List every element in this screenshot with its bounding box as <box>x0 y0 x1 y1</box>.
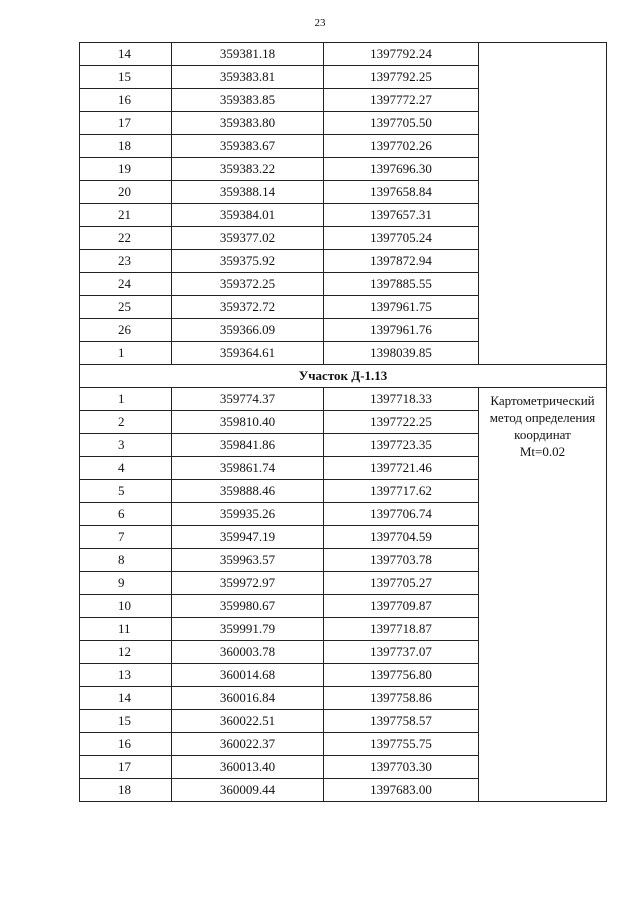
y-coordinate-cell: 1397705.24 <box>324 227 479 250</box>
section-title: Участок Д-1.13 <box>80 365 607 388</box>
point-number-cell: 24 <box>80 273 172 296</box>
point-number-cell: 4 <box>80 457 172 480</box>
point-number-cell: 18 <box>80 135 172 158</box>
y-coordinate-cell: 1397703.78 <box>324 549 479 572</box>
y-coordinate-cell: 1397718.87 <box>324 618 479 641</box>
y-coordinate-cell: 1397722.25 <box>324 411 479 434</box>
point-number-cell: 9 <box>80 572 172 595</box>
x-coordinate-cell: 360013.40 <box>172 756 324 779</box>
point-number-cell: 17 <box>80 112 172 135</box>
x-coordinate-cell: 360022.37 <box>172 733 324 756</box>
point-number-cell: 13 <box>80 664 172 687</box>
y-coordinate-cell: 1397709.87 <box>324 595 479 618</box>
x-coordinate-cell: 359861.74 <box>172 457 324 480</box>
y-coordinate-cell: 1397758.57 <box>324 710 479 733</box>
y-coordinate-cell: 1397755.75 <box>324 733 479 756</box>
method-text-line: координат <box>514 427 571 442</box>
table-row <box>80 388 607 411</box>
x-coordinate-cell: 359972.97 <box>172 572 324 595</box>
y-coordinate-cell: 1397885.55 <box>324 273 479 296</box>
y-coordinate-cell: 1397737.07 <box>324 641 479 664</box>
y-coordinate-cell: 1397705.27 <box>324 572 479 595</box>
y-coordinate-cell: 1397772.27 <box>324 89 479 112</box>
x-coordinate-cell: 359383.81 <box>172 66 324 89</box>
x-coordinate-cell: 359963.57 <box>172 549 324 572</box>
point-number-cell: 22 <box>80 227 172 250</box>
section-header-row <box>80 365 607 388</box>
method-text-line: Mt=0.02 <box>519 444 566 459</box>
x-coordinate-cell: 359774.37 <box>172 388 324 411</box>
y-coordinate-cell: 1397792.25 <box>324 66 479 89</box>
point-number-cell: 15 <box>80 66 172 89</box>
x-coordinate-cell: 359388.14 <box>172 181 324 204</box>
x-coordinate-cell: 359372.25 <box>172 273 324 296</box>
point-number-cell: 20 <box>80 181 172 204</box>
x-coordinate-cell: 359810.40 <box>172 411 324 434</box>
point-number-cell: 5 <box>80 480 172 503</box>
y-coordinate-cell: 1397961.76 <box>324 319 479 342</box>
x-coordinate-cell: 359377.02 <box>172 227 324 250</box>
table-row <box>80 43 607 66</box>
y-coordinate-cell: 1397792.24 <box>324 43 479 66</box>
point-number-cell: 1 <box>80 388 172 411</box>
point-number-cell: 2 <box>80 411 172 434</box>
point-number-cell: 15 <box>80 710 172 733</box>
method-text-line: метод определения <box>489 410 596 425</box>
point-number-cell: 23 <box>80 250 172 273</box>
x-coordinate-cell: 360014.68 <box>172 664 324 687</box>
coordinates-table-body <box>80 43 607 802</box>
point-number-cell: 19 <box>80 158 172 181</box>
method-cell <box>479 43 607 365</box>
x-coordinate-cell: 359375.92 <box>172 250 324 273</box>
y-coordinate-cell: 1397758.86 <box>324 687 479 710</box>
y-coordinate-cell: 1397702.26 <box>324 135 479 158</box>
x-coordinate-cell: 359383.85 <box>172 89 324 112</box>
x-coordinate-cell: 359366.09 <box>172 319 324 342</box>
y-coordinate-cell: 1397718.33 <box>324 388 479 411</box>
y-coordinate-cell: 1397961.75 <box>324 296 479 319</box>
x-coordinate-cell: 359841.86 <box>172 434 324 457</box>
x-coordinate-cell: 359372.72 <box>172 296 324 319</box>
y-coordinate-cell: 1397705.50 <box>324 112 479 135</box>
y-coordinate-cell: 1397657.31 <box>324 204 479 227</box>
y-coordinate-cell: 1397703.30 <box>324 756 479 779</box>
x-coordinate-cell: 359383.80 <box>172 112 324 135</box>
point-number-cell: 3 <box>80 434 172 457</box>
x-coordinate-cell: 360016.84 <box>172 687 324 710</box>
point-number-cell: 25 <box>80 296 172 319</box>
y-coordinate-cell: 1397723.35 <box>324 434 479 457</box>
y-coordinate-cell: 1398039.85 <box>324 342 479 365</box>
x-coordinate-cell: 359381.18 <box>172 43 324 66</box>
point-number-cell: 11 <box>80 618 172 641</box>
page-number: 23 <box>314 17 326 29</box>
x-coordinate-cell: 359888.46 <box>172 480 324 503</box>
y-coordinate-cell: 1397717.62 <box>324 480 479 503</box>
y-coordinate-cell: 1397872.94 <box>324 250 479 273</box>
point-number-cell: 14 <box>80 687 172 710</box>
x-coordinate-cell: 360022.51 <box>172 710 324 733</box>
x-coordinate-cell: 359991.79 <box>172 618 324 641</box>
y-coordinate-cell: 1397658.84 <box>324 181 479 204</box>
x-coordinate-cell: 359980.67 <box>172 595 324 618</box>
point-number-cell: 16 <box>80 89 172 112</box>
y-coordinate-cell: 1397704.59 <box>324 526 479 549</box>
y-coordinate-cell: 1397696.30 <box>324 158 479 181</box>
x-coordinate-cell: 359383.22 <box>172 158 324 181</box>
x-coordinate-cell: 359364.61 <box>172 342 324 365</box>
point-number-cell: 14 <box>80 43 172 66</box>
point-number-cell: 18 <box>80 779 172 802</box>
point-number-cell: 26 <box>80 319 172 342</box>
point-number-cell: 16 <box>80 733 172 756</box>
y-coordinate-cell: 1397721.46 <box>324 457 479 480</box>
x-coordinate-cell: 360003.78 <box>172 641 324 664</box>
y-coordinate-cell: 1397706.74 <box>324 503 479 526</box>
x-coordinate-cell: 359384.01 <box>172 204 324 227</box>
x-coordinate-cell: 359935.26 <box>172 503 324 526</box>
x-coordinate-cell: 359947.19 <box>172 526 324 549</box>
point-number-cell: 12 <box>80 641 172 664</box>
x-coordinate-cell: 360009.44 <box>172 779 324 802</box>
point-number-cell: 21 <box>80 204 172 227</box>
point-number-cell: 1 <box>80 342 172 365</box>
method-cell <box>479 388 607 802</box>
point-number-cell: 7 <box>80 526 172 549</box>
method-text-line: Картометрический <box>490 393 595 408</box>
point-number-cell: 6 <box>80 503 172 526</box>
point-number-cell: 8 <box>80 549 172 572</box>
y-coordinate-cell: 1397683.00 <box>324 779 479 802</box>
point-number-cell: 17 <box>80 756 172 779</box>
x-coordinate-cell: 359383.67 <box>172 135 324 158</box>
point-number-cell: 10 <box>80 595 172 618</box>
y-coordinate-cell: 1397756.80 <box>324 664 479 687</box>
coordinates-table <box>79 42 607 802</box>
